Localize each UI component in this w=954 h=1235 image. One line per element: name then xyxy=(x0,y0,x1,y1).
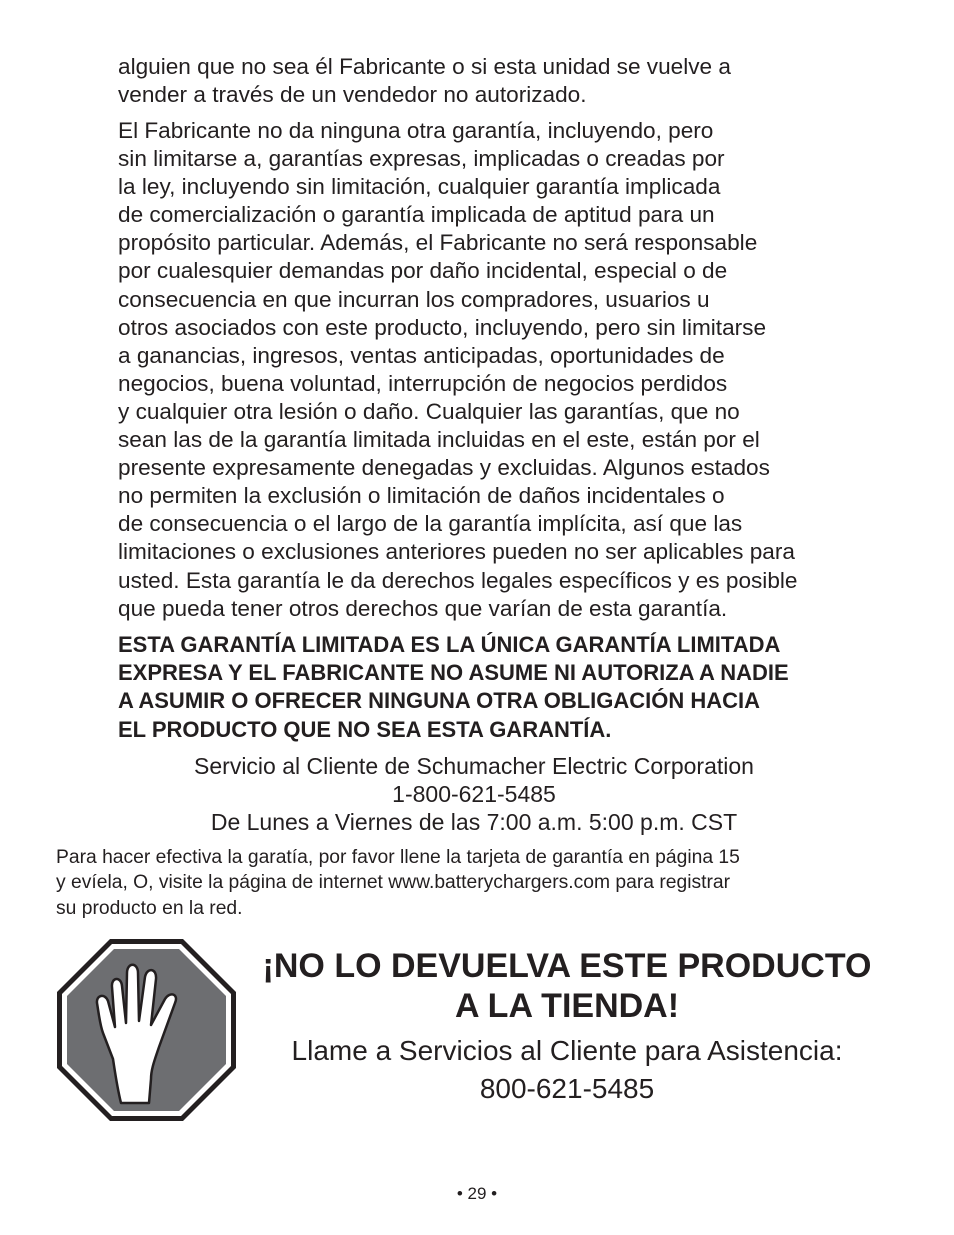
stop-hand-icon xyxy=(55,937,238,1123)
service-hours: De Lunes a Viernes de las 7:00 a.m. 5:00 p.m. CST xyxy=(210,809,738,836)
call-service-text: Llame a Servicios al Cliente para Asistencia: xyxy=(291,1035,843,1066)
do-not-return-heading: ¡NO LO DEVUELVA ESTE PRODUCTO A LA TIENDA! xyxy=(262,947,872,1025)
do-not-return-callout xyxy=(250,946,884,1108)
service-phone: 1-800-621-5485 xyxy=(392,781,556,808)
callout-phone-number: 800-621-5485 xyxy=(479,1073,655,1104)
customer-service-info xyxy=(0,752,954,837)
registration-note: Para hacer efectiva la garatía, por favor llene la tarjeta de garantía en página 15 y evíela, O, visite la página de internet www.batterychargers.com para registrar su producto en la red. xyxy=(56,847,740,919)
warranty-paragraph-1: alguien que no sea él Fabricante o si esta unidad se vuelve a vender a través de un vendedor no autorizado. xyxy=(118,54,731,108)
warranty-disclaimer-paragraph: El Fabricante no da ninguna otra garantía, incluyendo, pero sin limitarse a, garantías expresas, implicadas o creadas por la ley, incluyendo sin limitación, cualquier garantía implicada de comercialización o garantía implicada de aptitud para un propósito particular. Además, el Fabricante no será responsable por cualesquier demandas por daño incidental, especial o de consecuencia en que incurran los compradores, usuarios u otros asociados con este producto, incluyendo, pero sin limitarse a ganancias, ingresos, ventas anticipadas, oportunidades de negocios, buena voluntad, interrupción de negocios perdidos y cualquier otra lesión o daño. Cualquier las garantías, que no sean las de la garantía limitada incluidas en el este, están por el presente expresamente denegadas y excluidas. Algunos estados no permiten la exclusión o limitación de daños incidentales o de consecuencia o el largo de la garantía implícita, así que las limitaciones o exclusiones anteriores pueden no ser aplicables para usted. Esta garantía le da derechos legales específicos y es posible que pueda tener otros derechos que varían de esta garantía. xyxy=(118,118,798,621)
page-number: • 29 • xyxy=(456,1184,498,1203)
service-company-line: Servicio al Cliente de Schumacher Electric Corporation xyxy=(194,753,754,779)
limited-warranty-statement: ESTA GARANTÍA LIMITADA ES LA ÚNICA GARANTÍA LIMITADA EXPRESA Y EL FABRICANTE NO ASUME NI AUTORIZA A NADIE A ASUMIR O OFRECER NINGUNA OTRA OBLIGACIÓN HACIA EL PRODUCTO QUE NO SEA ESTA GARANTÍA. xyxy=(118,632,789,742)
